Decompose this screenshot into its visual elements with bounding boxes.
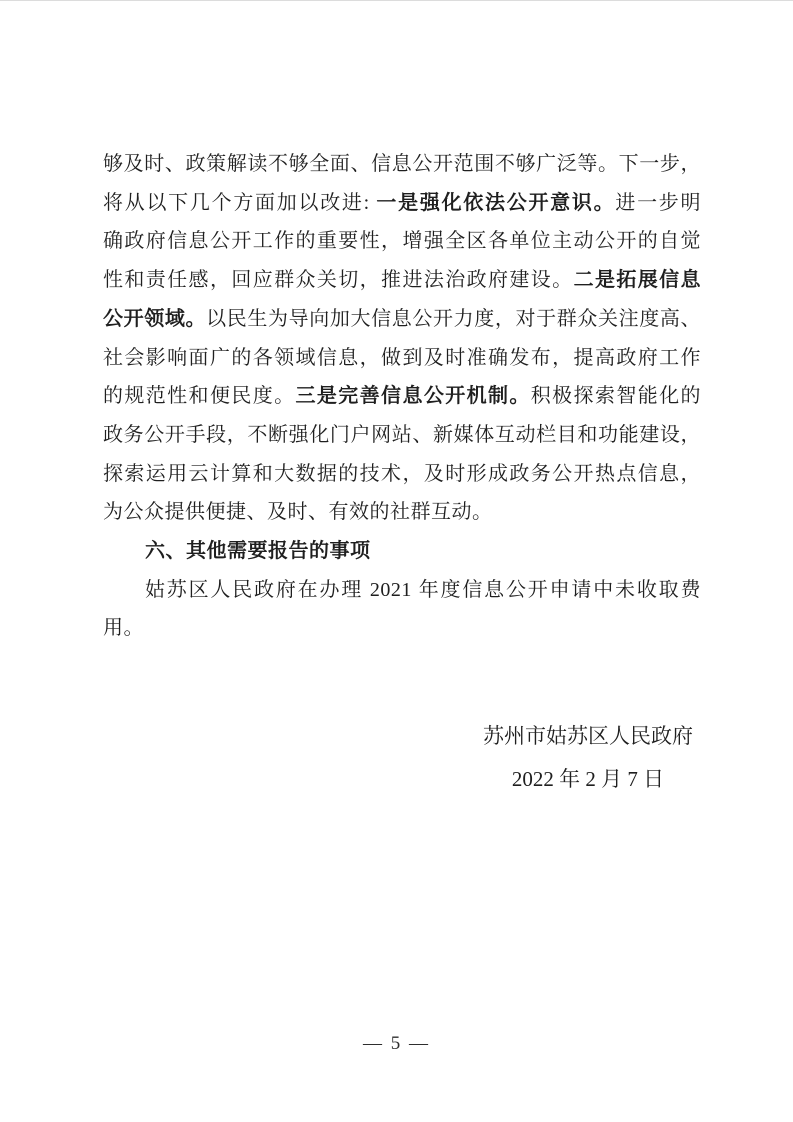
body-line — [103, 416, 701, 455]
signature-block — [477, 715, 699, 801]
body-line — [103, 300, 701, 339]
body-line — [103, 222, 701, 261]
body-text: 探索运用云计算和大数据的技术，及时形成政务公开热点信息， — [103, 462, 701, 485]
emphasis-text: 二是拓展信息 — [573, 269, 702, 292]
body-text: 够及时、政策解读不够全面、信息公开范围不够广泛等。下一步， — [103, 153, 701, 175]
body-text: 进一步明 — [615, 191, 702, 214]
body-line — [103, 609, 701, 648]
body-line — [103, 455, 701, 494]
report-body — [103, 145, 701, 648]
body-line — [103, 145, 701, 184]
body-text: 性和责任感，回应群众关切，推进法治政府建设。 — [103, 269, 574, 292]
body-line — [103, 377, 701, 416]
body-line — [103, 261, 701, 300]
body-text: 为公众提供便捷、及时、有效的社群互动。 — [103, 501, 493, 524]
body-line — [103, 532, 701, 571]
body-line — [103, 184, 701, 223]
page-footer — [0, 1033, 793, 1055]
body-line — [103, 339, 701, 378]
body-text: 将从以下几个方面加以改进: — [103, 191, 377, 214]
body-line — [103, 571, 701, 610]
emphasis-text: 一是强化依法公开意识。 — [376, 191, 616, 214]
body-text: 积极探索智能化的 — [530, 385, 702, 408]
body-text: 以民生为导向加大信息公开力度，对于群众关注度高、 — [206, 307, 701, 330]
body-text: 的规范性和便民度。 — [103, 385, 296, 408]
body-text: 用。 — [103, 617, 144, 640]
emphasis-text: 三是完善信息公开机制。 — [295, 385, 531, 408]
body-text: 政务公开手段，不断强化门户网站、新媒体互动栏目和功能建设， — [103, 423, 701, 446]
body-text: 社会影响面广的各领域信息，做到及时准确发布，提高政府工作 — [103, 346, 701, 369]
body-line — [103, 493, 701, 532]
body-text: 姑苏区人民政府在办理 2021 年度信息公开申请中未收取费 — [145, 578, 701, 601]
page-number: — 5 — — [363, 1033, 430, 1054]
signature-date: 2022 年 2 月 7 日 — [511, 767, 665, 791]
signature-issuer: 苏州市姑苏区人民政府 — [483, 724, 693, 748]
body-text: 确政府信息公开工作的重要性，增强全区各单位主动公开的自觉 — [103, 230, 701, 253]
emphasis-text: 六、其他需要报告的事项 — [145, 540, 371, 563]
emphasis-text: 公开领域。 — [103, 307, 207, 330]
